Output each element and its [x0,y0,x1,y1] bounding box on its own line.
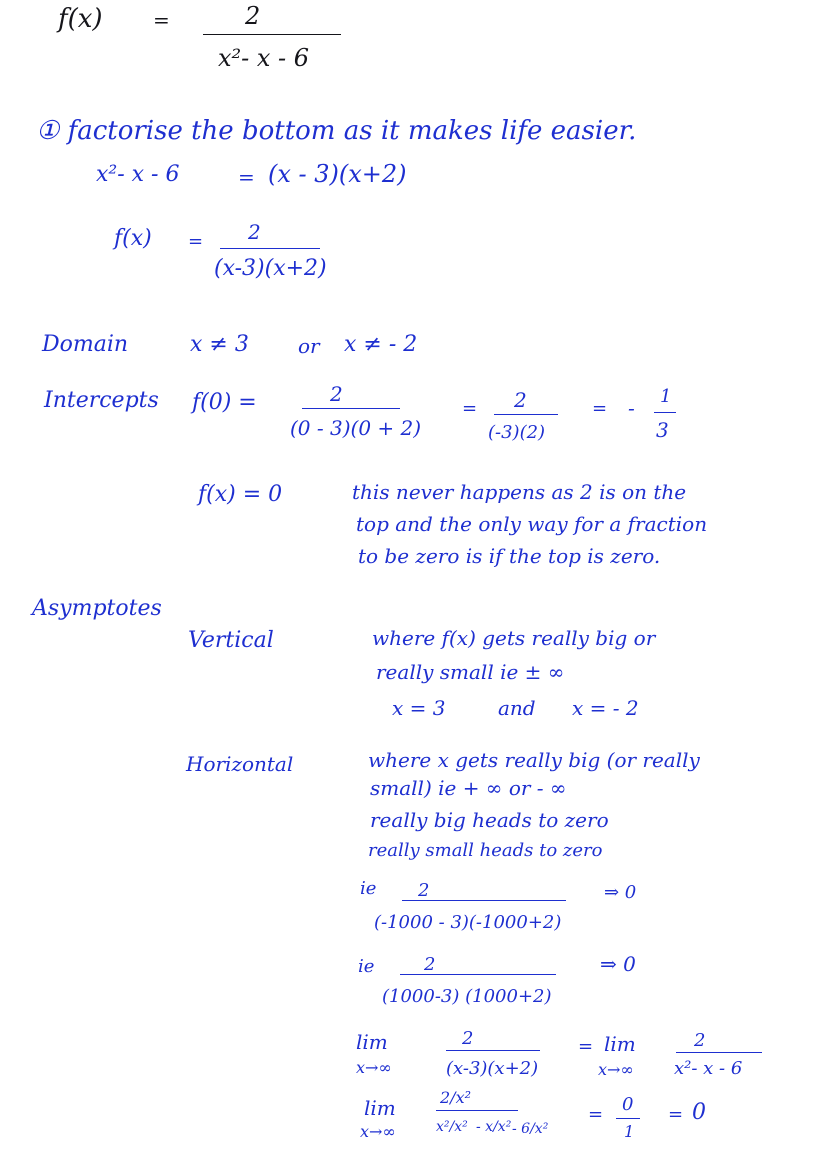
f0-bar-3 [654,412,676,413]
vertical-x1: x = 3 [392,696,446,720]
lim1-subscript: x→∞ [356,1058,392,1077]
final-numerator: 0 [622,1094,634,1115]
intercept-note-line-1: this never happens as 2 is on the [352,480,687,504]
vertical-line-2: really small ie ± ∞ [376,660,565,684]
f0-minus: - [628,396,635,420]
f0-numerator-1: 2 [330,382,343,406]
lim3-denominator-b: - x/x² [476,1119,512,1135]
final-denominator: 1 [624,1122,635,1141]
lim1-denominator: (x-3)(x+2) [446,1058,539,1079]
header-numerator: 2 [245,2,261,30]
vertical-and: and [498,696,536,720]
ie1-denominator: (-1000 - 3)(-1000+2) [374,912,562,933]
ie1-fraction-bar [402,900,566,901]
vertical-label: Vertical [188,628,274,653]
intercept-note-line-3: to be zero is if the top is zero. [358,544,661,568]
factor-lhs: x²- x - 6 [96,162,180,187]
intercepts-label: Intercepts [44,388,159,413]
lim3-numerator: 2/x² [440,1088,472,1107]
ie1-label: ie [360,878,377,899]
intercept-note-line-2: top and the only way for a fraction [356,512,708,536]
f0-equals-2: = [462,398,478,419]
asymptotes-label: Asymptotes [32,596,162,621]
header-lhs: f(x) [58,4,103,34]
fx-lhs: f(x) [114,226,152,251]
ie2-fraction-bar [400,974,556,975]
lim3-subscript: x→∞ [360,1122,396,1141]
fx-fraction-bar [220,248,320,249]
fx-denominator: (x-3)(x+2) [214,256,327,281]
f0-bar-1 [302,408,400,409]
vertical-line-1: where f(x) gets really big or [372,626,656,650]
factor-rhs: (x - 3)(x+2) [268,160,407,188]
f0-denominator-3: 3 [656,418,669,442]
lim2-denominator: x²- x - 6 [674,1058,743,1079]
lim3-label: lim [364,1096,396,1120]
lim1-equals: = [578,1036,594,1057]
lim3-denominator-c: - 6/x² [512,1121,549,1137]
vertical-x2: x = - 2 [572,696,639,720]
final-equals-2: = [668,1104,684,1125]
fx-zero: f(x) = 0 [198,482,283,507]
ie2-arrow: ⇒ 0 [600,952,636,976]
lim3-fraction-bar [436,1110,518,1111]
fx-equals: = [188,231,204,252]
lim2-label: lim [604,1032,636,1056]
factor-equals: = [238,165,255,189]
ie2-numerator: 2 [424,954,436,975]
ie2-denominator: (1000-3) (1000+2) [382,986,552,1007]
f0-numerator-3: 1 [660,386,672,407]
f0-numerator-2: 2 [514,388,527,412]
final-equals-1: = [588,1104,604,1125]
final-fraction-bar [616,1118,640,1119]
f0-bar-2 [494,414,558,415]
ie1-numerator: 2 [418,880,430,901]
horizontal-line-3: really big heads to zero [370,808,609,832]
header-equals: = [153,8,170,32]
fx-numerator: 2 [248,220,261,244]
horizontal-line-2: small) ie + ∞ or - ∞ [370,776,567,800]
ie1-arrow: ⇒ 0 [604,882,637,903]
lim2-subscript: x→∞ [598,1060,634,1079]
horizontal-line-1: where x gets really big (or really [368,748,700,772]
f0-lhs: f(0) = [192,390,257,415]
lim1-fraction-bar [446,1050,540,1051]
header-denominator: x²- x - 6 [218,44,310,72]
lim2-fraction-bar [676,1052,762,1053]
ie2-label: ie [358,956,375,977]
domain-or: or [298,334,320,358]
f0-denominator-1: (0 - 3)(0 + 2) [290,416,422,440]
horizontal-label: Horizontal [186,752,294,776]
lim1-label: lim [356,1030,388,1054]
domain-condition-2: x ≠ - 2 [344,332,418,357]
header-fraction-bar [203,34,341,35]
final-value: 0 [692,1100,706,1125]
f0-equals-3: = [592,398,608,419]
horizontal-line-4: really small heads to zero [368,840,603,861]
lim2-numerator: 2 [694,1030,706,1051]
domain-condition-1: x ≠ 3 [190,332,249,357]
f0-denominator-2: (-3)(2) [488,422,546,443]
lim1-numerator: 2 [462,1028,474,1049]
step1-heading: ① factorise the bottom as it makes life easier. [36,116,637,146]
lim3-denominator-a: x²/x² [436,1119,468,1135]
domain-label: Domain [42,332,129,357]
